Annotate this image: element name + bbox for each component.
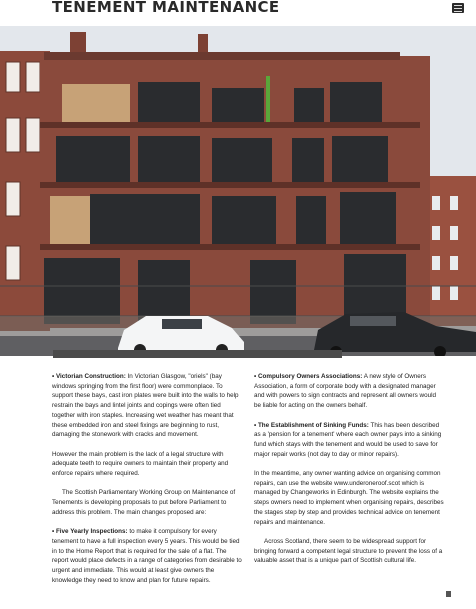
paragraph-legal-structure: However the main problem is the lack of a legal structure with adequate teeth to require owners to maintain their property and enforce repairs where required. [52, 450, 229, 478]
caption-bar [53, 350, 342, 358]
paragraph-sinking-funds: • The Establishment of Sinking Funds: This has been described as a 'pension for a tenement' where each owner pays into a sinking fund which stays with the tenement and would be used to save for major repair works (not day to day or minor repairs). [254, 421, 442, 458]
paragraph-five-yearly-inspections: • Five Yearly Inspections: to make it compulsory for every tenement to have a full inspection every 5 years. This would be tied in to the Home Report that is required for the sale of a flat. The report would place defects in a range of categories from desirable to urgent and immediate. This would at least give owners the knowledge they need to know and plan for future repairs. [52, 528, 242, 584]
page-title: TENEMENT MAINTENANCE [52, 0, 280, 16]
article-column-right [254, 372, 444, 576]
article-column-left [52, 372, 242, 595]
paragraph-working-group: The Scottish Parliamentary Working Group on Maintenance of Tenements is developing proposals to put before Parliament to address this problem. The main changes proposed are: [52, 489, 236, 516]
tenement-building-illustration [0, 26, 476, 356]
paragraph-owners-associations: • Compulsory Owners Associations: A new style of Owners Association, a form of corporate body with a designated manager and with powers to sign contracts and represent all owners would be liable for acting on the owners behalf. [254, 373, 437, 410]
page-end-marker [446, 591, 451, 597]
paragraph-victorian-construction: • Victorian Construction: In Victorian Glasgow, "oriels" (bay windows springing from the first floor) were commonplace. To support these bays, cast iron plates were built into the walls to help restrain the bays and lintel joints and copings were often tied together with iron staples. Increasing wet weather has meant that these embedded iron and steel fixings are beginning to rust, damaging the stonework with cracks and movement. [52, 373, 239, 439]
page-header [0, 0, 476, 26]
tenement-photo [0, 26, 476, 356]
paragraph-across-scotland: Across Scotland, there seem to be widespread support for bringing forward a competent legal structure to prevent the loss of a valuable asset that is a unique part of Scottish cultural life. [254, 537, 443, 565]
hamburger-menu-icon[interactable] [452, 3, 464, 13]
paragraph-advice-website: In the meantime, any owner wanting advice on organising common repairs, can use the website www.underoneroof.scot which is managed by Changeworks in Edinburgh. The website explains the steps owners need to implement when organising repairs, describes the stages step by step and provides technical advice on tenement repairs and maintenance. [254, 470, 444, 526]
